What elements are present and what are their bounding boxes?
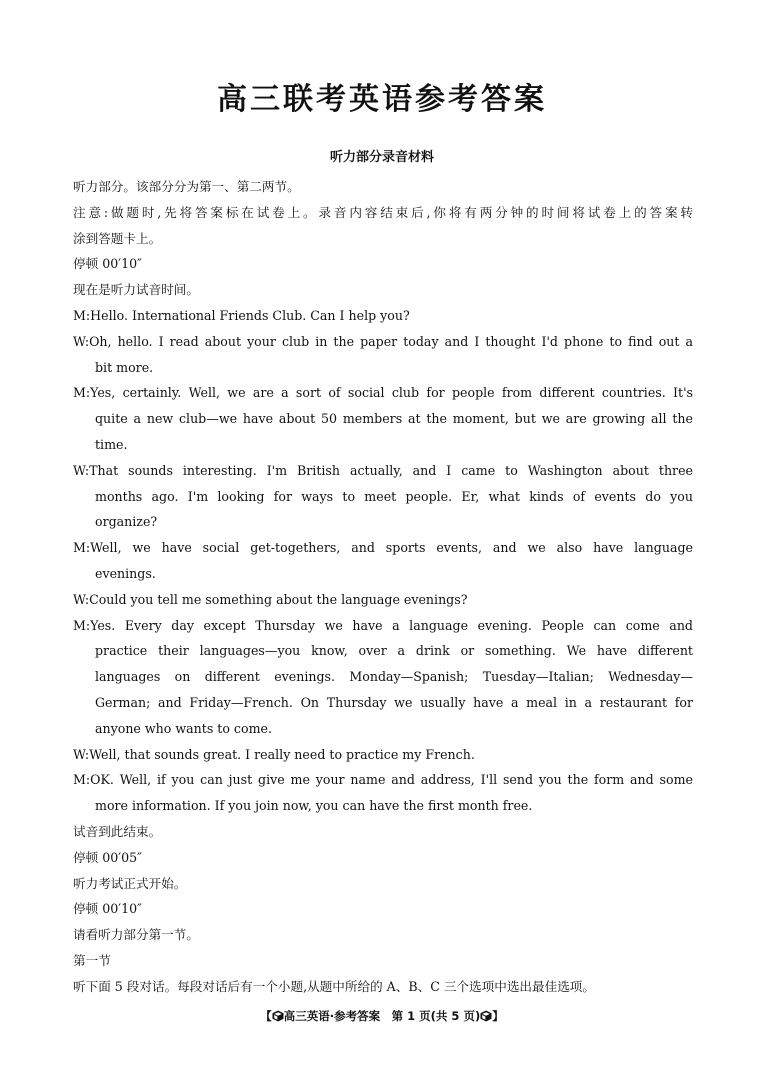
text-line: 听力部分。该部分分为第一、第二两节。 [73,179,300,194]
dialogue-line: languages on different evenings. Monday—Spanish; Tuesday—Italian; Wednesday— [95,669,693,685]
text-line: 现在是听力试音时间。 [73,282,199,298]
text-line: 听力考试正式开始。 [73,875,187,891]
dialogue-line: M:Hello. International Friends Club. Can I help you? [73,307,410,323]
text-line: 注意:做题时,先将答案标在试卷上。录音内容结束后,你将有两分钟的时间将试卷上的答案转 [73,204,693,220]
dialogue-line: W:That sounds interesting. I'm British actually, and I came to Washington about three [73,462,693,478]
page-footer [0,1008,764,1024]
dialogue-line: quite a new club—we have about 50 members at the moment, but we are growing all the [95,411,693,427]
dialogue-line: W:Oh, hello. I read about your club in the paper today and I thought I'd phone to find out a [73,333,693,349]
dialogue-line: M:Yes, certainly. Well, we are a sort of social club for people from different countries. It's [73,385,693,401]
text-line: 听下面 5 段对话。每段对话后有一个小题,从题中所给的 A、B、C 三个选项中选出最佳选项。 [73,978,595,994]
dialogue-line: practice their languages—you know, over a drink or something. We have different [95,643,693,659]
cube-icon [480,1010,492,1022]
dialogue-line: German; and Friday—French. On Thursday we usually have a meal in a restaurant for [95,694,693,710]
footer-left-bracket: 【 [260,1009,272,1023]
dialogue-line: M:Well, we have social get-togethers, and sports events, and we also have language [73,540,693,556]
dialogue-line: anyone who wants to come. [95,720,272,736]
dialogue-line: M:OK. Well, if you can just give me your name and address, I'll send you the form and some [73,772,693,788]
dialogue-line: W:Well, that sounds great. I really need to practice my French. [73,746,475,762]
footer-text: 高三英语·参考答案 第 1 页(共 5 页) [283,1009,481,1023]
dialogue-line: bit more. [95,359,154,375]
text-line: 试音到此结束。 [73,823,162,839]
dialogue-line: M:Yes. Every day except Thursday we have a language evening. People can come and [73,617,693,633]
dialogue-line: months ago. I'm looking for ways to meet people. Er, what kinds of events do you [95,488,693,504]
dialogue-line: more information. If you join now, you can have the first month free. [95,798,533,814]
page-title: 高三联考英语参考答案 [217,82,547,117]
dialogue-line: W:Could you tell me something about the language evenings? [73,591,468,607]
document-body [73,174,693,1000]
dialogue-line: organize? [95,514,158,530]
dialogue-line: time. [95,436,128,452]
dialogue-line: evenings. [95,565,156,581]
text-line: 涂到答题卡上。 [73,230,162,246]
footer-right-bracket: 】 [492,1009,504,1023]
text-line: 停顿 00′05″ [73,849,142,865]
text-line: 停顿 00′10″ [73,901,142,917]
text-line: 请看听力部分第一节。 [73,927,199,943]
cube-icon [272,1010,284,1022]
text-line: 第一节 [73,952,111,968]
text-line: 停顿 00′10″ [73,256,142,272]
section-subtitle: 听力部分录音材料 [329,150,434,165]
